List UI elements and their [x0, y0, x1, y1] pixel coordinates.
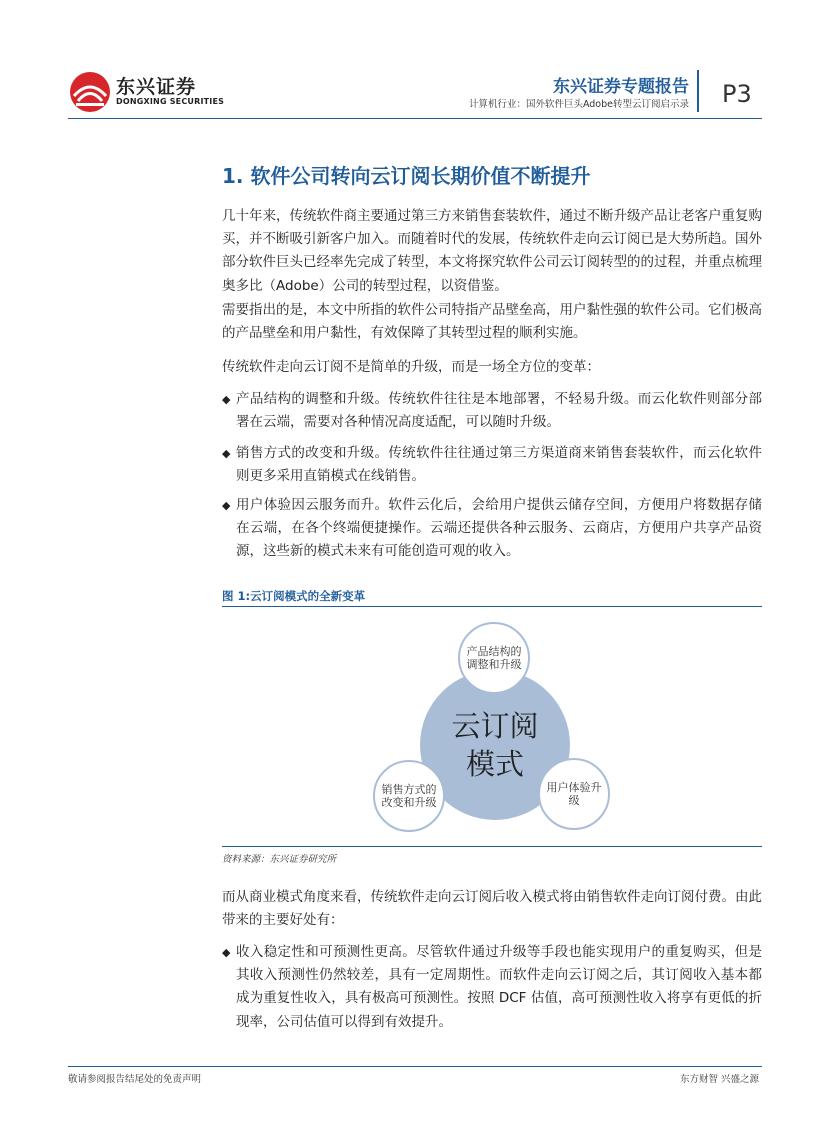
diamond-bullet-icon: ◆: [222, 499, 231, 512]
footer-disclaimer: 敬请参阅报告结尾处的免责声明: [68, 1074, 202, 1085]
bullet-text: 产品结构的调整和升级。传统软件往往是本地部署，不轻易升级。而云化软件则部分部署在云端，需要对各种情况高度适配，可以随时升级。: [236, 391, 762, 431]
header-rule: [68, 118, 762, 119]
figure-rule-bottom: [222, 846, 762, 847]
figure-source: 资料来源：东兴证券研究所: [222, 854, 337, 865]
figure-caption: 图 1:云订阅模式的全新变革: [222, 589, 366, 603]
report-subtitle: 计算机行业：国外软件巨头Adobe转型云订阅启示录: [468, 99, 689, 110]
paragraph-business-model: 而从商业模式角度来看，传统软件走向云订阅后收入模式将由销售软件走向订阅付费。由此带来的主要好处有：: [222, 889, 762, 929]
bullet-item: [222, 941, 762, 1034]
page-number: P3: [722, 80, 752, 108]
paragraph-intro: 几十年来，传统软件商主要通过第三方来销售套装软件，通过不断升级产品让老客户重复购买，并不断吸引新客户加入。而随着时代的发展，传统软件走向云订阅已是大势所趋。国外部分软件巨头已经率先完成了转型，本文将探究软件公司云订阅转型的的过程，并重点梳理奥多比（Adobe）公司的转型过程，以资借鉴。: [222, 208, 762, 294]
company-logo: [68, 68, 225, 116]
footer-rule: [68, 1066, 762, 1067]
logo-chinese-name: 东兴证券: [116, 76, 197, 98]
report-title: 东兴证券专题报告: [553, 77, 689, 97]
diagram-node-user: [538, 758, 610, 830]
diagram-node-product-label: 产品结构的调整和升级: [466, 645, 522, 671]
paragraph-transition: 传统软件走向云订阅不是简单的升级，而是一场全方位的变革：: [222, 359, 600, 375]
footer-slogan: 东方财智 兴盛之源: [679, 1074, 759, 1085]
diamond-bullet-icon: ◆: [222, 393, 231, 406]
bullet-item: [222, 388, 762, 434]
bullet-text: 销售方式的改变和升级。传统软件往往通过第三方渠道商来销售套装软件，而云化软件则更多采用直销模式在线销售。: [236, 445, 762, 485]
dongxing-logo-icon: [68, 70, 112, 114]
figure-rule-top: [222, 606, 762, 607]
bullet-text: 用户体验因云服务而升。软件云化后，会给用户提供云储存空间，方便用户将数据存储在云端，在各个终端便捷操作。云端还提供各种云服务、云商店，方便用户共享产品资源，这些新的模式未来有可能创造可观的收入。: [236, 497, 762, 560]
diagram-node-sales: [373, 760, 445, 832]
bullet-text: 收入稳定性和可预测性更高。尽管软件通过升级等手段也能实现用户的重复购买，但是其收入预测性仍然较差，具有一定周期性。而软件走向云订阅之后，其订阅收入基本都成为重复性收入，具有极高可预测性。按照 DCF 估值，高可预测性收入将享有更低的折现率，公司估值可以得到有效提升。: [236, 944, 762, 1030]
bullet-item: [222, 494, 762, 564]
diamond-bullet-icon: ◆: [222, 447, 231, 460]
bullet-item: [222, 442, 762, 488]
diagram-center-line2: 模式: [465, 747, 524, 781]
diagram-node-sales-label: 销售方式的改变和升级: [381, 783, 437, 809]
logo-english-name: DONGXING SECURITIES: [116, 97, 225, 106]
paragraph-note: 需要指出的是，本文中所指的软件公司特指产品壁垒高，用户黏性强的软件公司。它们极高的产品壁垒和用户黏性，有效保障了其转型过程的顺利实施。: [222, 302, 762, 342]
section-title: 1. 软件公司转向云订阅长期价值不断提升: [222, 164, 591, 188]
diagram-node-product: [458, 622, 530, 694]
diagram-node-user-label: 用户体验升级: [546, 781, 602, 807]
diagram-center-line1: 云订阅: [451, 709, 539, 743]
diamond-bullet-icon: ◆: [222, 946, 231, 959]
header-divider: [697, 70, 699, 112]
